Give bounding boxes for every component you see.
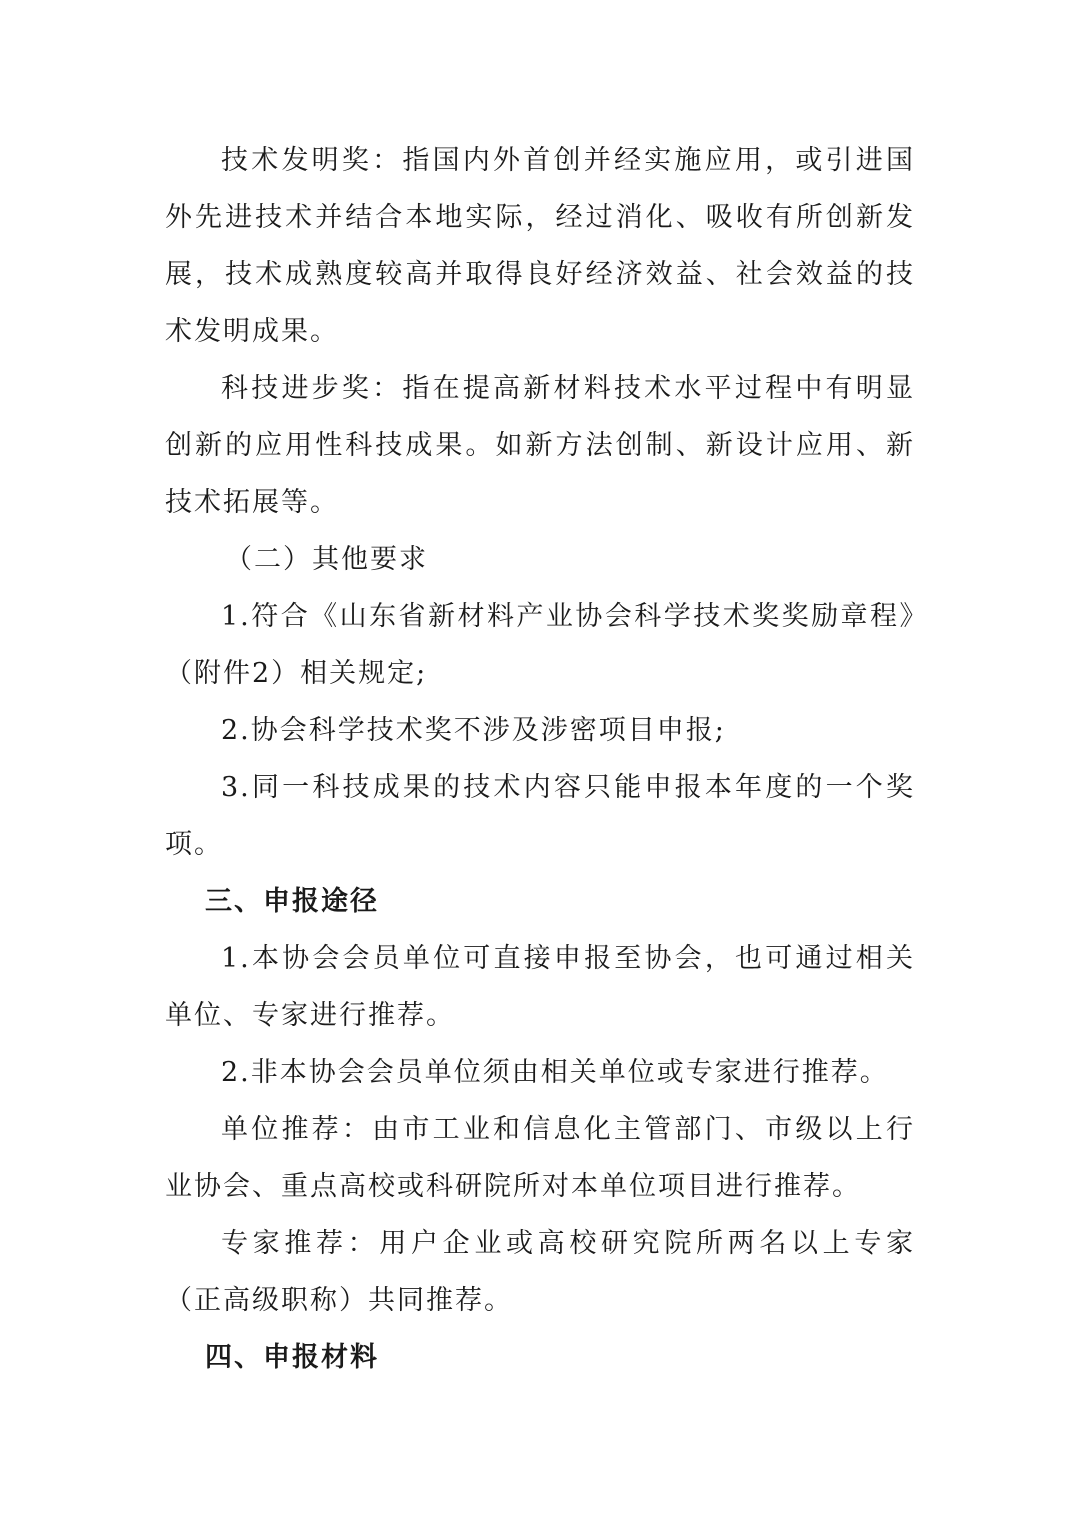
list-item: 1.本协会会员单位可直接申报至协会，也可通过相关单位、专家进行推荐。: [165, 943, 915, 1031]
document-page: [165, 132, 915, 1386]
section-heading-application-materials: 四、申报材料: [205, 1342, 379, 1373]
paragraph-expert-recommendation: 专家推荐：用户企业或高校研究院所两名以上专家（正高级职称）共同推荐。: [165, 1228, 915, 1316]
subheading-other-requirements: （二）其他要求: [225, 544, 428, 575]
list-item: 2.非本协会会员单位须由相关单位或专家进行推荐。: [221, 1057, 889, 1088]
section-heading-application-route: 三、申报途径: [205, 886, 379, 917]
list-item: 2.协会科学技术奖不涉及涉密项目申报;: [221, 715, 726, 746]
paragraph-unit-recommendation: 单位推荐：由市工业和信息化主管部门、市级以上行业协会、重点高校或科研院所对本单位项目进行推荐。: [165, 1114, 915, 1202]
paragraph-invention-award: 技术发明奖：指国内外首创并经实施应用，或引进国外先进技术并结合本地实际，经过消化、吸收有所创新发展，技术成熟度较高并取得良好经济效益、社会效益的技术发明成果。: [165, 145, 915, 347]
list-item: 1.符合《山东省新材料产业协会科学技术奖奖励章程》（附件2）相关规定;: [165, 601, 915, 689]
list-item: 3.同一科技成果的技术内容只能申报本年度的一个奖项。: [165, 772, 915, 860]
paragraph-progress-award: 科技进步奖：指在提高新材料技术水平过程中有明显创新的应用性科技成果。如新方法创制、新设计应用、新技术拓展等。: [165, 373, 915, 518]
